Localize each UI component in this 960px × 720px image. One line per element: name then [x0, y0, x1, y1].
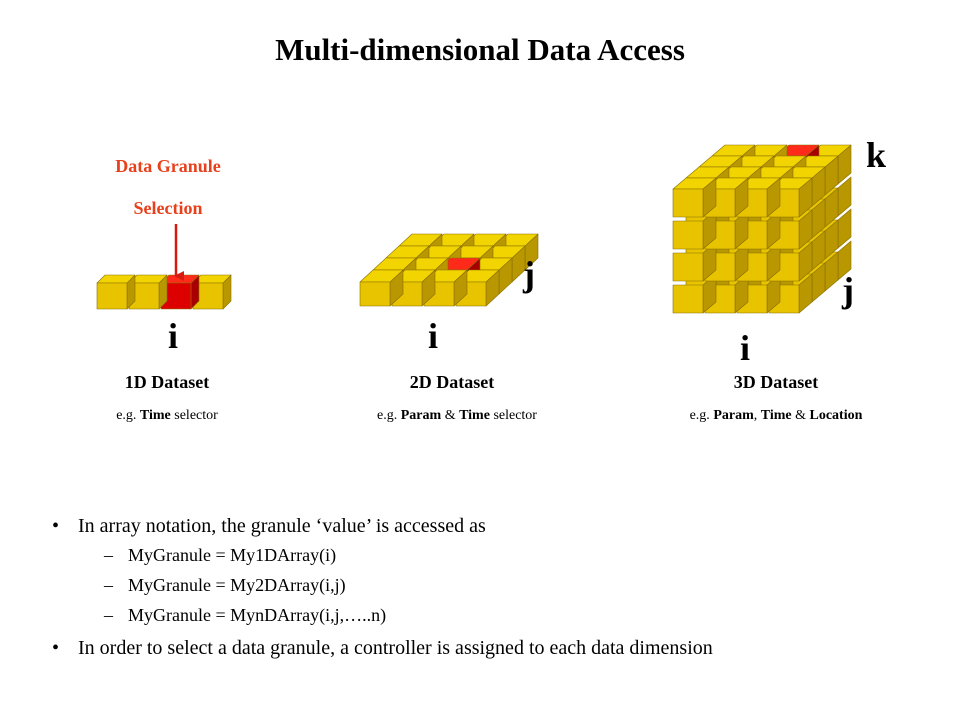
- dataset-1d-example: [17, 408, 317, 424]
- dataset-2d-cubes: [360, 234, 538, 306]
- example-keyword: Time: [760, 408, 792, 423]
- axis-label-1d-i: i: [168, 316, 179, 356]
- example-keyword: Time: [139, 408, 171, 423]
- bullet-list: [52, 512, 952, 662]
- axis-label-2d-j: j: [523, 254, 535, 294]
- dataset-3d-cubes: [673, 145, 851, 313]
- bullet-item: • In array notation, the granule ‘value’ is accessed as: [52, 512, 952, 540]
- sub-bullet-item: – MyGranule = MynDArray(i,j,…..n): [104, 605, 387, 625]
- granule-cube: [97, 275, 135, 309]
- example-keyword: Param: [400, 408, 442, 423]
- example-text: e.g.: [689, 408, 714, 423]
- sub-bullet-text: MyGranule = My2DArray(i,j): [128, 575, 346, 595]
- example-keyword: Time: [459, 408, 490, 423]
- axis-label-2d-i: i: [428, 316, 439, 356]
- axis-label-3d-i: i: [740, 328, 751, 368]
- bullet-item: • In order to select a data granule, a controller is assigned to each data dimension: [52, 634, 952, 662]
- example-text: selector: [170, 408, 218, 423]
- sub-bullet-item: – MyGranule = My1DArray(i): [104, 545, 337, 565]
- dataset-2d-name: 2D Dataset: [409, 372, 495, 392]
- dataset-1d-name: 1D Dataset: [124, 372, 210, 392]
- example-text: ,: [753, 408, 761, 423]
- selection-label-line1: Data Granule: [115, 156, 221, 176]
- dataset-1d-cubes: [97, 275, 231, 309]
- selection-label-line2: Selection: [133, 198, 203, 218]
- dataset-2d-example: [307, 408, 607, 424]
- example-keyword: Location: [809, 408, 863, 423]
- example-text: e.g.: [377, 408, 401, 423]
- example-keyword: Param: [713, 408, 754, 423]
- sub-bullet-text: MyGranule = MynDArray(i,j,…..n): [128, 605, 387, 625]
- example-text: selector: [489, 408, 537, 423]
- dataset-3d-name: 3D Dataset: [733, 372, 819, 392]
- granule-cube: [673, 178, 716, 217]
- dataset-3d-example: [626, 408, 926, 424]
- sub-bullet-item: – MyGranule = My2DArray(i,j): [104, 575, 346, 595]
- sub-bullet-text: MyGranule = My1DArray(i): [128, 545, 337, 565]
- axis-label-3d-j: j: [842, 270, 854, 310]
- example-text: e.g.: [116, 408, 140, 423]
- page-title: Multi-dimensional Data Access: [275, 32, 685, 67]
- example-text: &: [441, 408, 460, 423]
- axis-label-3d-k: k: [866, 135, 887, 175]
- example-text: &: [791, 408, 810, 423]
